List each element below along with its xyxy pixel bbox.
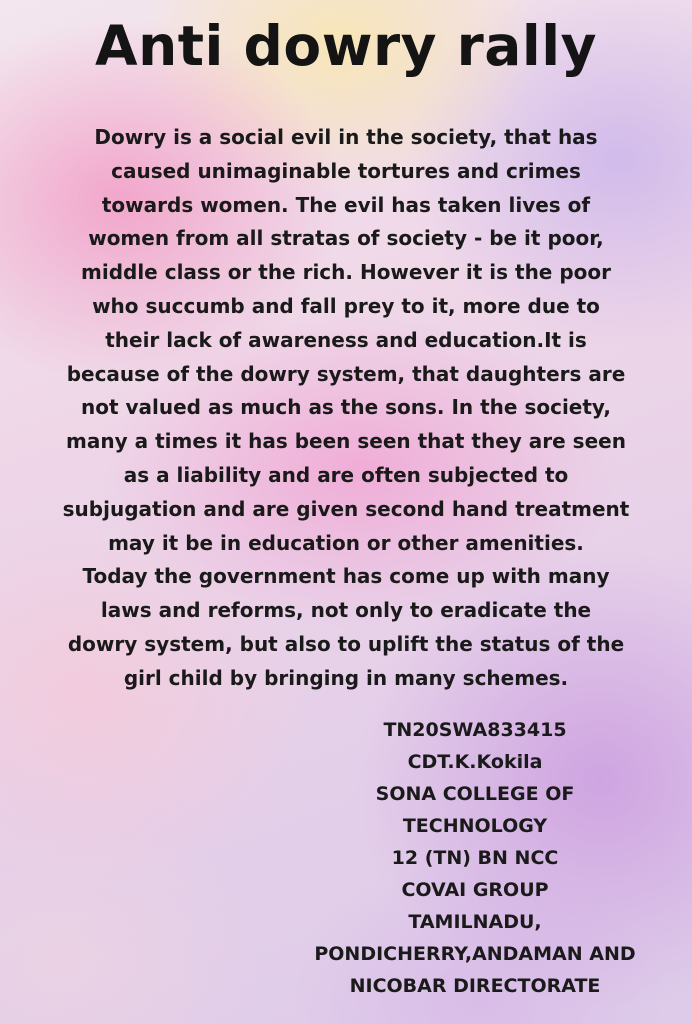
body-line: who succumb and fall prey to it, more due to	[92, 293, 600, 318]
body-line: girl child by bringing in many schemes.	[123, 665, 569, 690]
body-line: many a times it has been seen that they are seen	[66, 429, 626, 454]
body-line: Dowry is a social evil in the society, that has	[94, 125, 598, 149]
body-line: women from all stratas of society - be it poor,	[88, 226, 604, 251]
body-line: their lack of awareness and education.It is	[105, 327, 587, 352]
body-line: towards women. The evil has taken lives of	[101, 192, 591, 217]
signature-line: NICOBAR DIRECTORATE	[349, 975, 601, 997]
signature-line: 12 (TN) BN NCC	[391, 847, 559, 869]
signature-line: CDT.K.Kokila	[407, 751, 543, 773]
signature-line: TAMILNADU,	[408, 911, 542, 933]
body-line: middle class or the rich. However it is the poor	[81, 260, 611, 285]
body-line: as a liability and are often subjected to	[123, 462, 569, 487]
body-line: Today the government has come up with many	[82, 564, 610, 589]
signature-block	[285, 714, 665, 1002]
signature-line: TN20SWA833415	[383, 719, 567, 741]
signature-line: PONDICHERRY,ANDAMAN AND	[314, 943, 636, 965]
body-line: dowry system, but also to uplift the status of the	[67, 631, 625, 656]
body-line: caused unimaginable tortures and crimes	[111, 158, 581, 183]
body-line: because of the dowry system, that daughters are	[66, 361, 626, 386]
signature-line: COVAI GROUP	[401, 879, 549, 901]
body-line: subjugation and are given second hand treatment	[62, 496, 630, 521]
poster-body	[16, 121, 676, 696]
signature-line: SONA COLLEGE OF	[375, 783, 575, 805]
body-line: laws and reforms, not only to eradicate the	[100, 598, 592, 623]
body-line: may it be in education or other amenities.	[108, 530, 584, 555]
signature-line: TECHNOLOGY	[402, 815, 548, 837]
body-line: not valued as much as the sons. In the society,	[80, 395, 612, 420]
poster-title: Anti dowry rally	[95, 14, 597, 78]
